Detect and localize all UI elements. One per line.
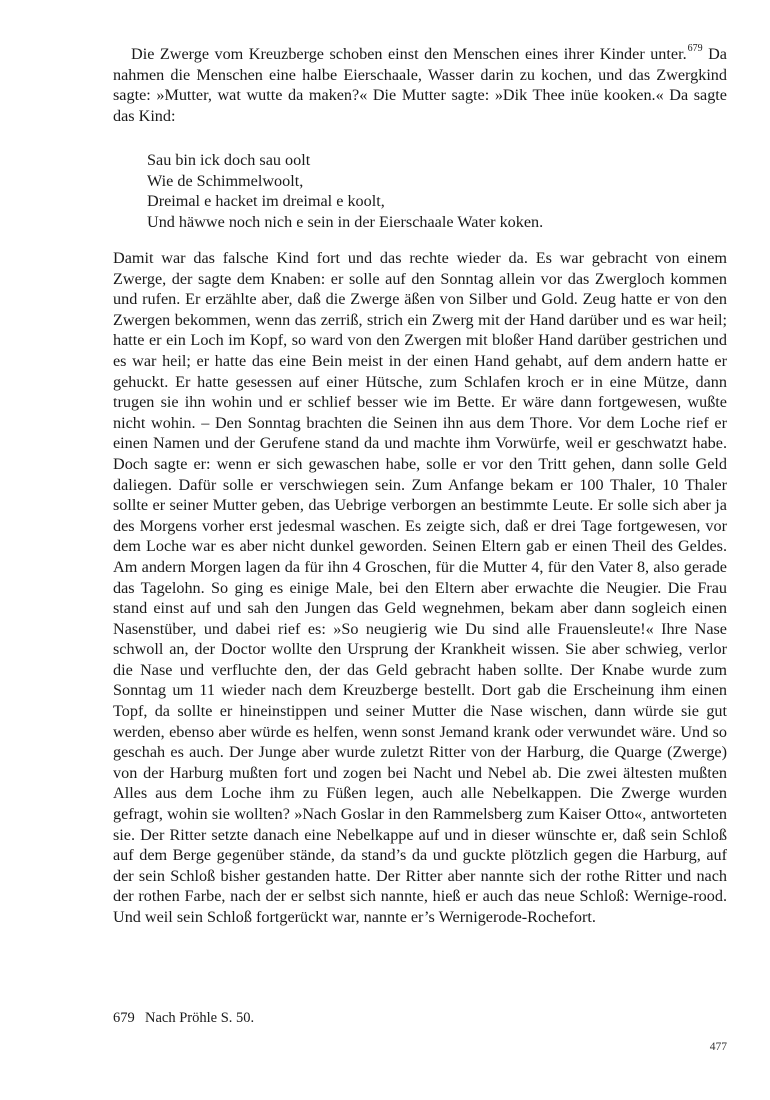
verse-line: Und häwwe noch nich e sein in der Eierschaale Water koken.	[147, 212, 544, 231]
verse-line: Wie de Schimmelwoolt,	[147, 171, 304, 190]
verse-line: Dreimal e hacket im dreimal e koolt,	[147, 192, 385, 210]
verse-line: Sau bin ick doch sau oolt	[147, 151, 311, 169]
footnote-text: Nach Pröhle S. 50.	[145, 1010, 255, 1026]
footnote-number: 679	[113, 1010, 135, 1026]
verse-block	[147, 150, 707, 232]
intro-continuation: Da nahmen die Menschen eine halbe Eierschaale, Wasser darin zu kochen, und das Zwergkind sagte: »Mutter, wat wutte da maken?« Die Mutter sagte: »Dik Thee inüe kooken.« Da sagte das Kind:	[113, 45, 727, 125]
footnote	[113, 1009, 254, 1027]
intro-paragraph	[113, 44, 727, 126]
footnote-reference[interactable]: 679	[687, 43, 703, 54]
main-paragraph: Damit war das falsche Kind fort und das rechte wieder da. Es war gebracht von einem Zwerge, der sagte dem Knaben: er solle auf den Sonntag allein vor das Zwergloch kommen und rufen. Er erzählte aber, daß die Zwerge äßen von Silber und Gold. Zeug hatte er von den Zwergen bekommen, wenn das zerriß, strich ein Zwerg mit der Hand darüber und es war heil; hatte er ein Loch im Kopf, so ward von den Zwergen mit bloßer Hand darüber gestrichen und es war heil; er hatte das eine Bein meist in der einen Hand gehabt, auf dem andern hatte er gehuckt. Er hatte gesessen auf einer Hütsche, zum Schlafen kroch er in eine Mütze, dann trugen sie ihn wohin und er schlief besser wie im Bette. Er wäre dann fortgewesen, wußte nicht wohin. – Den Sonntag brachten die Seinen ihn aus dem Thore. Vor dem Loche rief er einen Namen und der Gerufene stand da und machte ihm Vorwürfe, weil er geschwatzt habe. Doch sagte er: wenn er sich gewaschen habe, solle er vor den Tritt gehen, dann solle Geld daliegen. Dafür solle er verschwiegen sein. Zum Anfange bekam er 100 Thaler, 10 Thaler sollte er seiner Mutter geben, das Uebrige verborgen an bestimmte Leute. Er solle sich aber ja des Morgens vorher erst jedesmal waschen. Es zeigte sich, daß er drei Tage fortgewesen, vor dem Loche war es aber nicht dunkel geworden. Seinen Eltern gab er einen Theil des Geldes. Am andern Morgen lagen da für ihn 4 Groschen, für die Mutter 4, für den Vater 8, also gerade das Tagelohn. So ging es einige Male, bei den Eltern aber erwachte die Neugier. Die Frau stand einst auf und sah den Jungen das Geld wegnehmen, bekam aber dann sogleich einen Nasenstüber, und dabei rief es: »So neugierig wie Du sind alle Frauensleute!« Ihre Nase schwoll an, der Doctor wollte den Ursprung der Krankheit wissen. Sie aber schwieg, verlor die Nase und verfluchte den, der das Geld gebracht haben sollte. Der Knabe wurde zum Sonntag um 11 wieder nach dem Kreuzberge bestellt. Dort gab die Erscheinung ihm einen Topf, da sollte er hineinstippen und seiner Mutter die Nase wischen, dann würde sie gut werden, ebenso aber würde es helfen, wenn sonst Jemand krank oder verwundet wäre. Und so geschah es auch. Der Junge aber wurde zuletzt Ritter von der Harburg, die Quarge (Zwerge) von der Harburg mußten fort und zogen bei Nacht und Nebel ab. Die zwei ältesten mußten Alles aus dem Loche ihm zu Füßen legen, auch alle Nebelkappen. Die Zwerge wurden gefragt, wohin sie wollten? »Nach Goslar in den Rammelsberg zum Kaiser Otto«, antworteten sie. Der Ritter setzte danach eine Nebelkappe auf und in dieser wünschte er, daß sein Schloß auf dem Berge gegenüber stände, da stand’s da und guckte plötzlich gegen die Harburg, auf der sein Schloß bisher gestanden hatte. Der Ritter aber nannte sich der rothe Ritter und nach der rothen Farbe, nach der er selbst sich nannte, hieß er auch das neue Schloß: Wernige-rood. Und weil sein Schloß fortgerückt war, nannte er’s Wernigerode-Rochefort.	[113, 249, 727, 926]
page-number: 477	[709, 1041, 727, 1053]
intro-text: Die Zwerge vom Kreuzberge schoben einst den Menschen eines ihrer Kinder unter.	[131, 45, 687, 63]
